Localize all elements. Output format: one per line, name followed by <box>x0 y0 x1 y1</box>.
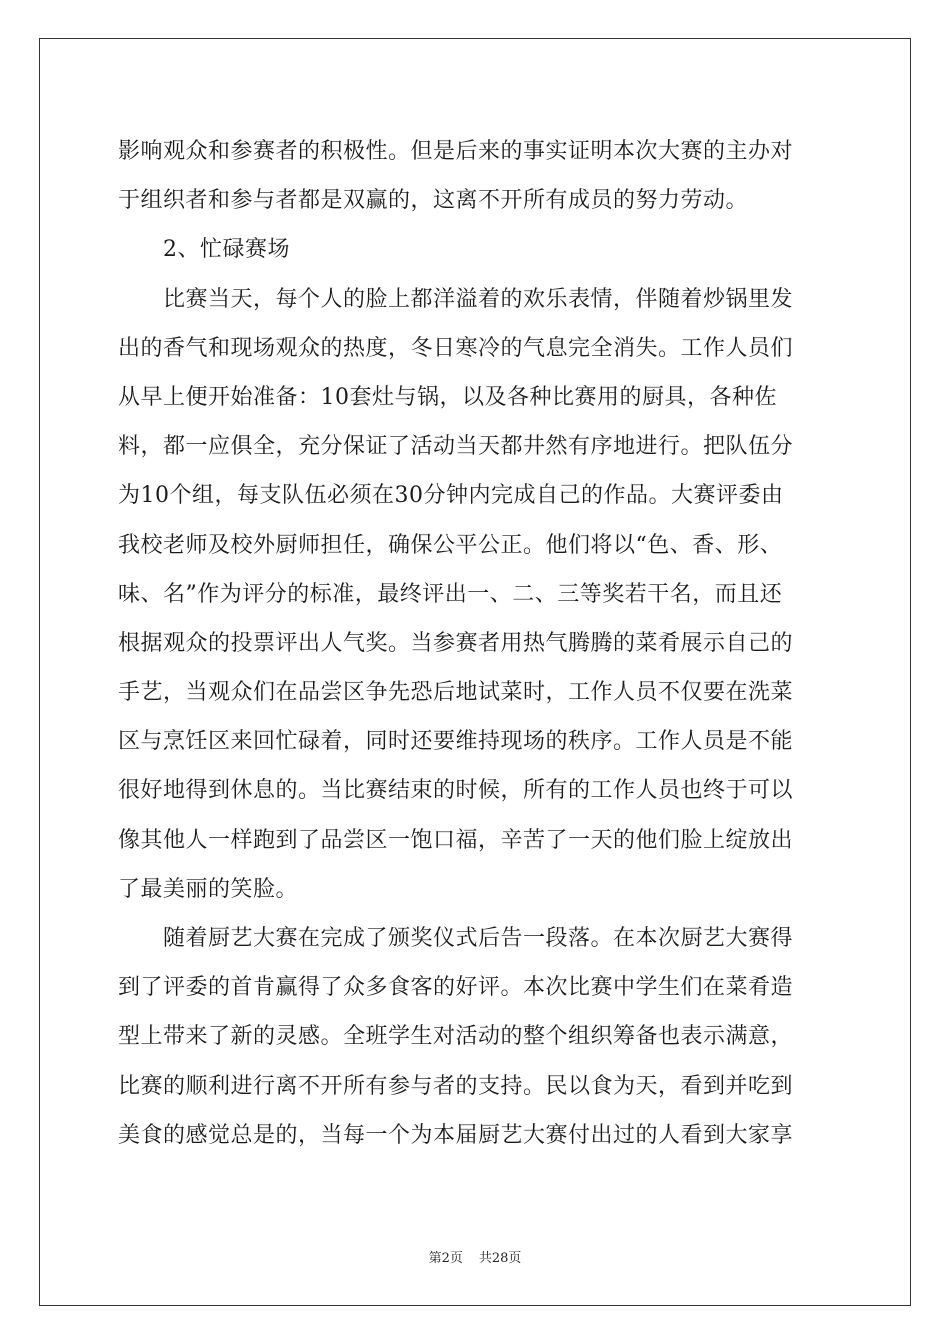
text-line: 料，都一应俱全，充分保证了活动当天都井然有序地进行。把队伍分 <box>118 434 794 460</box>
text-line: 于组织者和参与者都是双赢的，这离不开所有成员的努力劳动。 <box>118 188 749 214</box>
text-line: 随着厨艺大赛在完成了颁奖仪式后告一段落。在本次厨艺大赛得 <box>118 926 794 951</box>
text-line: 味、名”作为评分的标准，最终评出一、二、三等奖若干名，而且还 <box>118 581 783 607</box>
text-line: 型上带来了新的灵感。全班学生对活动的整个组织筹备也表示满意， <box>118 1024 794 1050</box>
document-body <box>118 127 834 1160</box>
page-number: 第2页 <box>428 1251 463 1266</box>
text-line: 根据观众的投票评出人气奖。当参赛者用热气腾腾的菜肴展示自己的 <box>118 630 794 656</box>
text-line: 比赛的顺利进行离不开所有参与者的支持。民以食为天，看到并吃到 <box>118 1073 794 1099</box>
text-line: 美食的感觉总是的，当每一个为本届厨艺大赛付出过的人看到大家享 <box>118 1122 794 1148</box>
text-line: 出的香气和现场观众的热度，冬日寒冷的气息完全消失。工作人员们 <box>118 335 794 361</box>
text-line: 像其他人一样跑到了品尝区一饱口福，辛苦了一天的他们脸上绽放出 <box>118 827 794 853</box>
text-line: 从早上便开始准备：10套灶与锅，以及各种比赛用的厨具，各种佐 <box>118 384 777 410</box>
text-line: 影响观众和参赛者的积极性。但是后来的事实证明本次大赛的主办对 <box>118 139 794 164</box>
text-line: 区与烹饪区来回忙碌着，同时还要维持现场的秩序。工作人员是不能 <box>118 729 794 755</box>
text-line: 手艺，当观众们在品尝区争先恐后地试菜时，工作人员不仅要在洗菜 <box>118 680 794 706</box>
section-heading: 2、忙碌赛场 <box>118 237 290 263</box>
text-line: 为10个组，每支队伍必须在30分钟内完成自己的作品。大赛评委由 <box>118 483 784 509</box>
text-line: 我校老师及校外厨师担任，确保公平公正。他们将以“色、香、形、 <box>118 532 783 558</box>
page-total: 共28页 <box>478 1251 522 1266</box>
text-line: 比赛当天，每个人的脸上都洋溢着的欢乐表情，伴随着炒锅里发 <box>118 286 794 312</box>
page-footer <box>0 1247 950 1266</box>
text-line: 了最美丽的笑脸。 <box>118 876 299 902</box>
text-line: 到了评委的首肯赢得了众多食客的好评。本次比赛中学生们在菜肴造 <box>118 975 794 1001</box>
text-line: 很好地得到休息的。当比赛结束的时候，所有的工作人员也终于可以 <box>118 778 794 804</box>
